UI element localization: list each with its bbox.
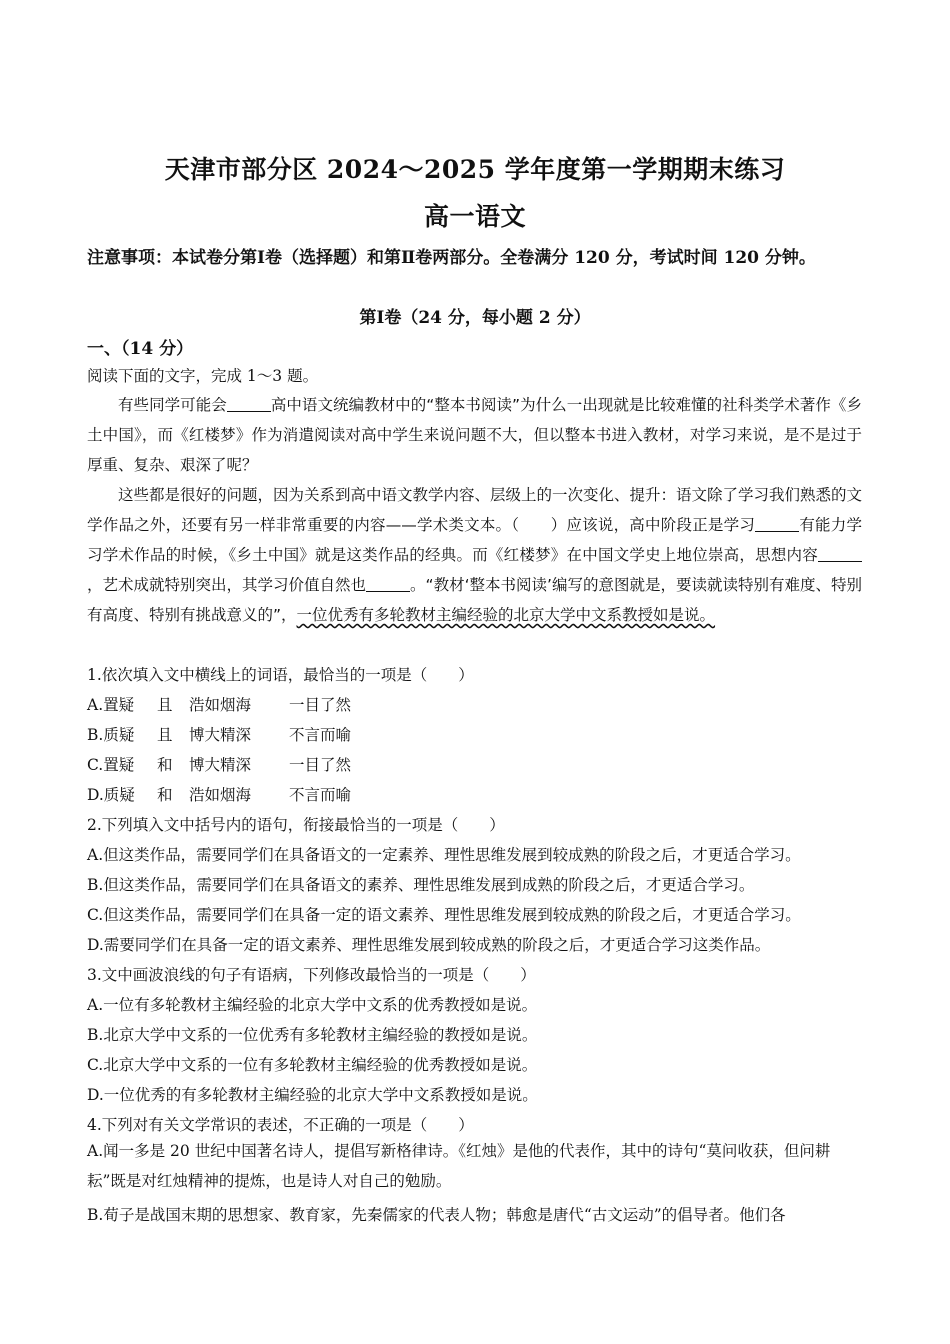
option-word: D.质疑 [87, 786, 135, 804]
passage-text: 高中语文统编教材中的“整本书阅读”为什么一出现就是比较难懂的社科类学术著作《乡土中国》，而《红楼梦》作为消遣阅读对高中学生来说问题不大，但以整本书进入教材，对学习来说，是不是过于厚重、复杂、艰深了呢？ [87, 396, 862, 474]
fill-blank [227, 396, 271, 413]
question-2-option-c: C.但这类作品，需要同学们在具备一定的语文素养、理性思维发展到较成熟的阶段之后，才更适合学习。 [87, 906, 801, 924]
question-1-option-c [87, 753, 351, 775]
question-1-stem: 1.依次填入文中横线上的词语，最恰当的一项是（ ） [87, 666, 474, 684]
question-2-stem: 2.下列填入文中括号内的语句，衔接最恰当的一项是（ ） [87, 816, 505, 834]
option-word: 一目了然 [289, 756, 352, 774]
passage-paragraph-2 [87, 480, 862, 630]
passage-text: 。“教材‘整本书阅读’编写的意图就是，要读就读特别有难度、特别有高度、特别有挑战意义的”， [87, 576, 862, 624]
question-1-option-d [87, 783, 351, 805]
wavy-underlined-sentence: 一位优秀有多轮教材主编经验的北京大学中文系教授如是说。 [296, 606, 716, 624]
option-word: 且 [157, 696, 173, 714]
passage-paragraph-1 [87, 390, 862, 480]
option-word: 且 [157, 726, 173, 744]
option-word: 不言而喻 [289, 786, 352, 804]
question-4-option-b: B.荀子是战国末期的思想家、教育家，先秦儒家的代表人物；韩愈是唐代“古文运动”的倡导者。他们各 [87, 1206, 786, 1224]
exam-subject: 高一语文 [423, 202, 526, 231]
exam-title: 天津市部分区 2024～2025 学年度第一学期期末练习 [164, 155, 786, 184]
passage-text: 有能力学习学术作品的时候，《乡土中国》就是这类作品的经典。而《红楼梦》在中国文学史上地位崇高，思想内容 [87, 516, 862, 564]
option-word: 和 [157, 756, 173, 774]
question-3-option-a: A.一位有多轮教材主编经验的北京大学中文系的优秀教授如是说。 [87, 996, 538, 1014]
passage-text: ，艺术成就特别突出，其学习价值自然也 [87, 576, 367, 594]
option-word: 和 [157, 786, 173, 804]
question-2-option-d: D.需要同学们在具备一定的语文素养、理性思维发展到较成熟的阶段之后，才更适合学习这类作品。 [87, 936, 771, 954]
question-2-option-b: B.但这类作品，需要同学们在具备语文的素养、理性思维发展到成熟的阶段之后，才更适合学习。 [87, 876, 755, 894]
option-word: 浩如烟海 [189, 786, 252, 804]
question-1-option-a [87, 693, 351, 715]
reading-passage [87, 390, 862, 630]
option-word: 博大精深 [189, 756, 252, 774]
exam-notice: 注意事项：本试卷分第Ⅰ卷（选择题）和第Ⅱ卷两部分。全卷满分 120 分，考试时间 120 分钟。 [87, 248, 816, 268]
fill-blank [366, 576, 410, 593]
option-word: 浩如烟海 [189, 696, 252, 714]
fill-blank [755, 516, 799, 533]
passage-text: 有些同学可能会 [118, 396, 227, 414]
section-heading: 一、（14 分） [87, 339, 194, 359]
reading-instruction: 阅读下面的文字，完成 1～3 题。 [87, 367, 319, 385]
question-4-stem: 4.下列对有关文学常识的表述，不正确的一项是（ ） [87, 1116, 474, 1134]
question-1-option-b [87, 723, 351, 745]
question-4-option-a: A.闻一多是 20 世纪中国著名诗人，提倡写新格律诗。《红烛》是他的代表作，其中的诗句“莫问收获，但问耕耘”既是对红烛精神的提炼，也是诗人对自己的勉励。 [87, 1142, 831, 1190]
question-3-option-c: C.北京大学中文系的一位有多轮教材主编经验的优秀教授如是说。 [87, 1056, 538, 1074]
fill-blank [818, 546, 862, 563]
option-word: 博大精深 [189, 726, 252, 744]
question-3-stem: 3.文中画波浪线的句子有语病，下列修改最恰当的一项是（ ） [87, 966, 536, 984]
passage-text: 这些都是很好的问题，因为关系到高中语文教学内容、层级上的一次变化、提升：语文除了学习我们熟悉的文学作品之外，还要有另一样非常重要的内容——学术类文本。（ ）应该说，高中阶段正是学习 [87, 486, 863, 534]
question-2-option-a: A.但这类作品，需要同学们在具备语文的一定素养、理性思维发展到较成熟的阶段之后，才更适合学习。 [87, 846, 801, 864]
option-word: A.置疑 [87, 696, 135, 714]
question-3-option-b: B.北京大学中文系的一位优秀有多轮教材主编经验的教授如是说。 [87, 1026, 538, 1044]
volume-heading: 第Ⅰ卷（24 分，每小题 2 分） [359, 308, 591, 328]
option-word: B.质疑 [87, 726, 135, 744]
option-word: 不言而喻 [289, 726, 352, 744]
question-3-option-d: D.一位优秀的有多轮教材主编经验的北京大学中文系教授如是说。 [87, 1086, 538, 1104]
option-word: 一目了然 [289, 696, 352, 714]
option-word: C.置疑 [87, 756, 135, 774]
